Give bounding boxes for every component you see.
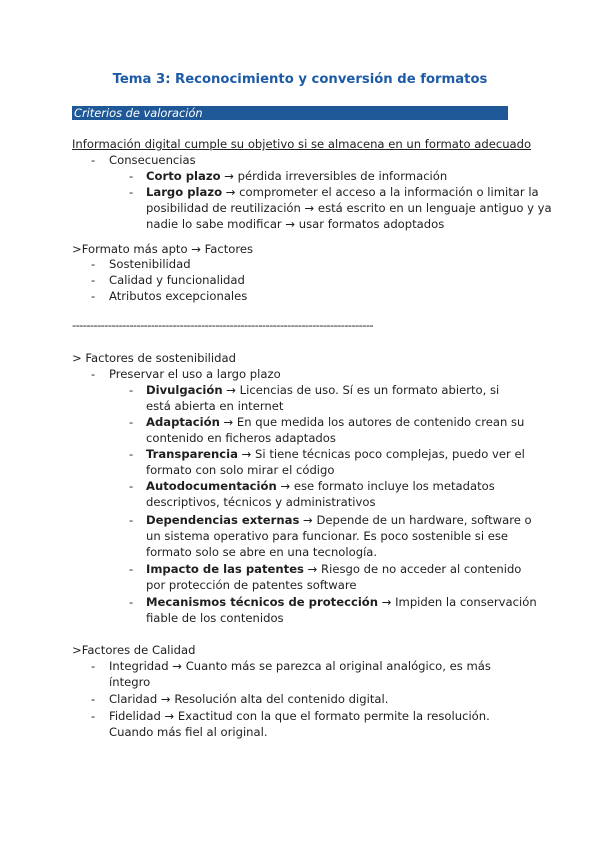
term: Divulgación: [146, 383, 223, 397]
divider-line: ------------------------------------------------------------------------------------: [72, 318, 374, 332]
bullet-dash: -: [91, 153, 96, 167]
list-item-transparencia: Transparencia → Si tiene técnicas poco complejas, puedo ver el: [146, 447, 525, 461]
bullet-dash: -: [129, 185, 134, 199]
list-item-cont: por protección de patentes software: [146, 578, 357, 592]
list-item-cont: descriptivos, técnicos y administrativos: [146, 495, 376, 509]
bullet-dash: -: [91, 367, 96, 381]
bullet-dash: -: [91, 692, 96, 706]
list-item-cont: nadie lo sabe modificar → usar formatos adoptados: [146, 217, 445, 231]
bullet-dash: -: [129, 169, 134, 183]
sostenibilidad-sub: Preservar el uso a largo plazo: [109, 367, 281, 381]
list-item-claridad: Claridad → Resolución alta del contenido digital.: [109, 692, 389, 706]
bullet-dash: -: [129, 383, 134, 397]
term: Corto plazo: [146, 169, 221, 183]
formato-heading: >Formato más apto → Factores: [72, 242, 254, 256]
bullet-dash: -: [91, 257, 96, 271]
list-item: Atributos excepcionales: [109, 289, 248, 303]
sostenibilidad-heading: > Factores de sostenibilidad: [72, 351, 236, 365]
bullet-dash: -: [129, 595, 134, 609]
list-item-cont: fiable de los contenidos: [146, 611, 284, 625]
list-item-corto-plazo: Corto plazo → pérdida irreversibles de información: [146, 169, 448, 183]
term: Adaptación: [146, 415, 220, 429]
section-band-criterios: Criterios de valoración: [72, 106, 508, 120]
term: Mecanismos técnicos de protección: [146, 595, 379, 609]
list-item-cont: Cuando más fiel al original.: [109, 725, 268, 739]
list-item-cont: contenido en ficheros adaptados: [146, 431, 336, 445]
list-item-integridad: Integridad → Cuanto más se parezca al original analógico, es más: [109, 659, 491, 673]
list-item-cont: está abierta en internet: [146, 399, 284, 413]
list-item-dependencias: Dependencias externas → Depende de un hardware, software o: [146, 513, 532, 527]
list-item-divulgacion: Divulgación → Licencias de uso. Sí es un formato abierto, si: [146, 383, 500, 397]
list-item-largo-plazo: Largo plazo → comprometer el acceso a la información o limitar la: [146, 185, 539, 199]
bullet-dash: -: [129, 513, 134, 527]
list-item-cont: posibilidad de reutilización → está escrito en un lenguaje antiguo y ya: [146, 201, 552, 215]
term: Autodocumentación: [146, 479, 277, 493]
list-item-cont: formato con solo mirar el código: [146, 463, 335, 477]
intro-heading: Información digital cumple su objetivo si se almacena en un formato adecuado: [72, 137, 532, 151]
bullet-dash: -: [129, 562, 134, 576]
term: Largo plazo: [146, 185, 223, 199]
bullet-dash: -: [129, 447, 134, 461]
list-item-cont: un sistema operativo para funcionar. Es poco sostenible si ese: [146, 529, 509, 543]
list-item: Calidad y funcionalidad: [109, 273, 245, 287]
list-item-adaptacion: Adaptación → En que medida los autores de contenido crean su: [146, 415, 525, 429]
bullet-dash: -: [129, 479, 134, 493]
list-item: Sostenibilidad: [109, 257, 191, 271]
bullet-dash: -: [91, 659, 96, 673]
intro-sub: Consecuencias: [109, 153, 196, 167]
bullet-dash: -: [91, 289, 96, 303]
list-item-cont: formato solo se abre en una tecnología.: [146, 545, 378, 559]
page-title: Tema 3: Reconocimiento y conversión de formatos: [112, 72, 488, 87]
calidad-heading: >Factores de Calidad: [72, 643, 196, 657]
list-item-fidelidad: Fidelidad → Exactitud con la que el formato permite la resolución.: [109, 709, 490, 723]
list-item-mecanismos: Mecanismos técnicos de protección → Impiden la conservación: [146, 595, 537, 609]
bullet-dash: -: [129, 415, 134, 429]
bullet-dash: -: [91, 273, 96, 287]
list-item-cont: íntegro: [109, 675, 151, 689]
list-item-patentes: Impacto de las patentes → Riesgo de no acceder al contenido: [146, 562, 522, 576]
bullet-dash: -: [91, 709, 96, 723]
term: Transparencia: [146, 447, 238, 461]
list-item-autodocumentacion: Autodocumentación → ese formato incluye los metadatos: [146, 479, 495, 493]
term: Impacto de las patentes: [146, 562, 304, 576]
term: Dependencias externas: [146, 513, 300, 527]
